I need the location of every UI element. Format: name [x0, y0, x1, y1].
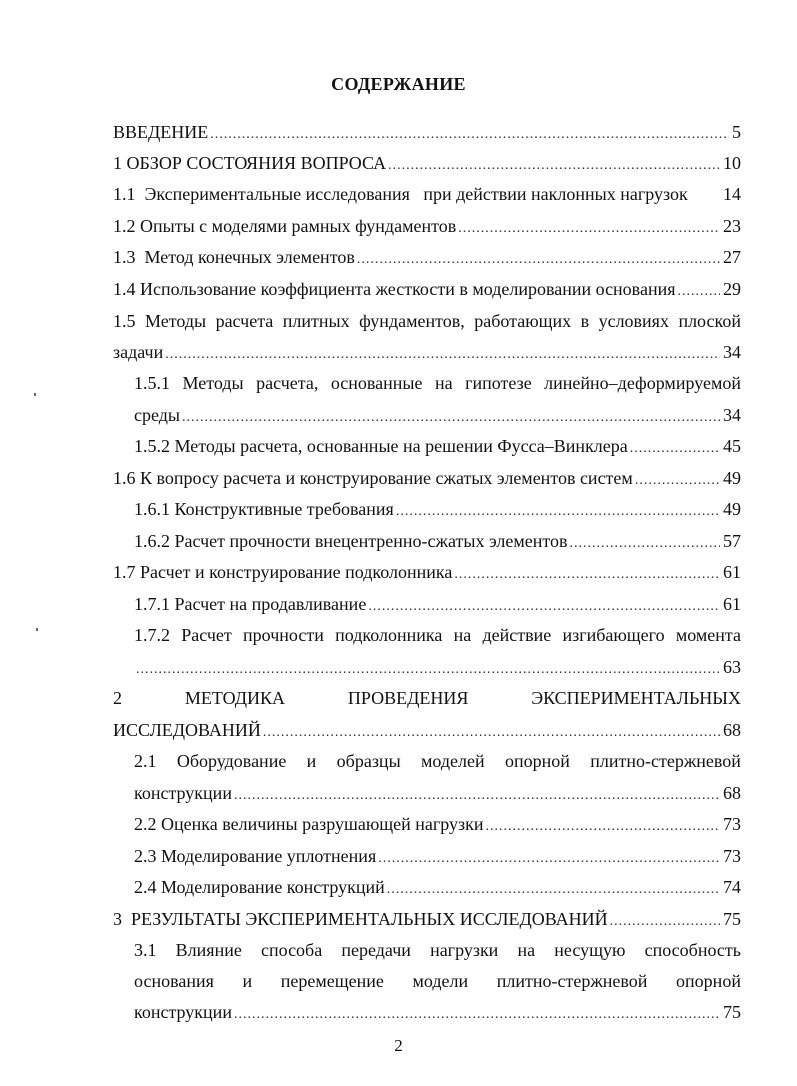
scan-speck	[34, 393, 36, 396]
word: на	[453, 625, 472, 645]
word: основания	[134, 971, 214, 991]
word: момента	[675, 625, 741, 645]
toc-entry-page: 68	[723, 783, 741, 803]
word: ЭКСПЕРИМЕНТАЛЬНЫХ	[531, 688, 741, 708]
toc-entry-text: задачи	[113, 342, 164, 362]
toc-entry[interactable]	[134, 1000, 741, 1024]
toc-entry-page: 29	[723, 279, 741, 299]
toc-entry-text: 3 РЕЗУЛЬТАТЫ ЭКСПЕРИМЕНТАЛЬНЫХ ИССЛЕДОВАНИЙ	[113, 909, 608, 929]
word: и	[242, 971, 253, 991]
word: 1.5.1	[134, 373, 170, 393]
toc-entry-text: 1.1 Экспериментальные исследования при действии наклонных нагрузок	[113, 184, 688, 204]
word: на	[434, 373, 453, 393]
toc-entry-text: ВВЕДЕНИЕ	[113, 122, 209, 142]
leader-dots	[388, 154, 720, 178]
word: гипотезе	[465, 373, 532, 393]
word: 1.7.2	[134, 625, 170, 645]
word: способность	[644, 940, 741, 960]
word: плитно-стержневой	[590, 751, 741, 771]
page-number: 2	[394, 1036, 403, 1055]
toc-entry[interactable]	[134, 592, 741, 616]
word: действие	[482, 625, 552, 645]
toc-entry-text: 1.6.2 Расчет прочности внецентренно-сжатых элементов	[134, 531, 568, 551]
word: 2	[113, 688, 122, 708]
leader-dots	[263, 721, 720, 745]
word: в	[580, 311, 590, 331]
word: плитных	[282, 311, 350, 331]
toc-entry-text: 2.2 Оценка величины разрушающей нагрузки	[134, 814, 484, 834]
leader-dots	[210, 123, 729, 147]
toc-entry[interactable]	[113, 214, 741, 238]
leader-dots	[635, 469, 720, 493]
toc-entry-text: ИССЛЕДОВАНИЙ	[113, 720, 261, 740]
toc-entry-page: 73	[723, 846, 741, 866]
word: 1.5	[113, 311, 136, 331]
toc-entry-text: 1.5.2 Методы расчета, основанные на решении Фусса–Винклера	[134, 436, 628, 456]
toc-entry[interactable]	[113, 151, 741, 175]
toc-entry-wrapped-line[interactable]	[113, 309, 741, 333]
leader-dots	[378, 847, 720, 871]
toc-entry-page: 49	[723, 499, 741, 519]
leader-dots	[234, 784, 720, 808]
word: на	[517, 940, 536, 960]
word: модели	[412, 971, 469, 991]
toc-entry-page: 74	[723, 877, 741, 897]
leader-dots	[368, 595, 720, 619]
word: подколонника	[335, 625, 443, 645]
word: образцы	[336, 751, 401, 771]
toc-entry[interactable]	[113, 907, 741, 931]
leader-dots	[677, 280, 720, 304]
toc-entry[interactable]	[113, 245, 741, 269]
toc-entry[interactable]	[113, 560, 741, 584]
toc-entry-text: 1.4 Использование коэффициента жесткости в моделировании основания	[113, 279, 676, 299]
leader-dots	[182, 406, 720, 430]
word: Методы	[182, 373, 244, 393]
toc-entry[interactable]	[113, 120, 741, 144]
word: ПРОВЕДЕНИЯ	[347, 688, 469, 708]
toc-entry-text: 1.6.1 Конструктивные требования	[134, 499, 394, 519]
toc-entry-page: 61	[723, 562, 741, 582]
toc-entry-page: 49	[723, 468, 741, 488]
word: прочности	[243, 625, 324, 645]
toc-entry-page: 75	[723, 1002, 741, 1022]
page-title: СОДЕРЖАНИЕ	[331, 74, 466, 94]
toc-entry[interactable]	[134, 655, 741, 679]
toc-entry-text: 1.7 Расчет и конструирование подколонника	[113, 562, 453, 582]
toc-entry-text: среды	[134, 405, 180, 425]
toc-entry-text: 1.2 Опыты с моделями рамных фундаментов	[113, 216, 457, 236]
toc-entry-text: 2.3 Моделирование уплотнения	[134, 846, 377, 866]
leader-dots	[569, 532, 720, 556]
toc-entry-page: 63	[723, 657, 741, 677]
toc-entry-page: 23	[723, 216, 741, 236]
toc-entry[interactable]	[134, 434, 741, 458]
leader-dots	[357, 248, 720, 272]
toc-entry[interactable]	[134, 812, 741, 836]
toc-entry-text: конструкции	[134, 783, 232, 803]
toc-entry-text: 2.4 Моделирование конструкций	[134, 877, 385, 897]
word: перемещение	[280, 971, 384, 991]
word: нагрузки	[430, 940, 499, 960]
word: расчета,	[256, 373, 319, 393]
word: и	[306, 751, 317, 771]
toc-entry-page: 5	[732, 122, 741, 142]
toc-entry-wrapped-line[interactable]	[134, 623, 741, 647]
toc-entry-page: 34	[723, 405, 741, 425]
word: линейно–деформируемой	[544, 373, 741, 393]
word: плоской	[678, 311, 741, 331]
leader-dots	[458, 217, 720, 241]
toc-entry-page: 10	[723, 153, 741, 173]
toc-entry-page: 75	[723, 909, 741, 929]
word: Расчет	[181, 625, 232, 645]
toc-entry-text: 1 ОБЗОР СОСТОЯНИЯ ВОПРОСА	[113, 153, 387, 173]
word: плитно-стержневой	[496, 971, 648, 991]
word: опорной	[676, 971, 741, 991]
toc-entry[interactable]	[134, 403, 741, 427]
toc-entry-page: 34	[723, 342, 741, 362]
toc-entry-text: 1.7.1 Расчет на продавливание	[134, 594, 367, 614]
toc-entry-page: 14	[723, 184, 741, 204]
scan-speck	[36, 628, 38, 631]
toc-entry-wrapped-line[interactable]	[134, 749, 741, 773]
word: фундаментов,	[359, 311, 465, 331]
toc-entry[interactable]	[134, 875, 741, 899]
leader-dots	[486, 815, 720, 839]
word: опорной	[505, 751, 570, 771]
toc-entry-text: 1.3 Метод конечных элементов	[113, 247, 355, 267]
toc-entry[interactable]	[134, 529, 741, 553]
toc-entry-wrapped-line[interactable]	[113, 686, 741, 710]
word: условиях	[598, 311, 669, 331]
word: Оборудование	[176, 751, 287, 771]
toc-entry-wrapped-line[interactable]	[134, 938, 741, 962]
toc-entry[interactable]	[134, 781, 741, 805]
leader-dots	[136, 658, 720, 682]
word: моделей	[421, 751, 485, 771]
word: Влияние	[175, 940, 242, 960]
word: МЕТОДИКА	[184, 688, 285, 708]
leader-dots	[165, 343, 720, 367]
leader-dots	[387, 878, 720, 902]
leader-dots	[454, 563, 720, 587]
toc-entry-page: 27	[723, 247, 741, 267]
word: расчета	[215, 311, 274, 331]
word: работающих	[474, 311, 572, 331]
toc-entry-page: 57	[723, 531, 741, 551]
toc-entry[interactable]	[113, 277, 741, 301]
toc-entry-page: 73	[723, 814, 741, 834]
toc-entry-wrapped-line[interactable]	[134, 371, 741, 395]
word: основанные	[330, 373, 423, 393]
word: передачи	[341, 940, 411, 960]
toc-entry-page: 68	[723, 720, 741, 740]
toc-entry[interactable]	[113, 182, 741, 206]
leader-dots	[610, 910, 720, 934]
toc-entry[interactable]	[113, 466, 741, 490]
word: изгибающего	[562, 625, 665, 645]
leader-dots	[234, 1003, 720, 1027]
toc-entry[interactable]	[134, 497, 741, 521]
word: 2.1	[134, 751, 157, 771]
word: Методы	[144, 311, 207, 331]
word: способа	[261, 940, 323, 960]
toc-entry-wrapped-line[interactable]	[134, 969, 741, 993]
toc-entry[interactable]	[113, 718, 741, 742]
toc-entry-text: конструкции	[134, 1002, 232, 1022]
leader-dots	[630, 437, 720, 461]
toc-entry[interactable]	[134, 844, 741, 868]
word: 3.1	[134, 940, 157, 960]
word: несущую	[554, 940, 626, 960]
leader-dots	[396, 500, 720, 524]
toc-entry[interactable]	[113, 340, 741, 364]
toc-entry-page: 45	[723, 436, 741, 456]
toc-entry-page: 61	[723, 594, 741, 614]
toc-entry-text: 1.6 К вопросу расчета и конструирование сжатых элементов систем	[113, 468, 633, 488]
